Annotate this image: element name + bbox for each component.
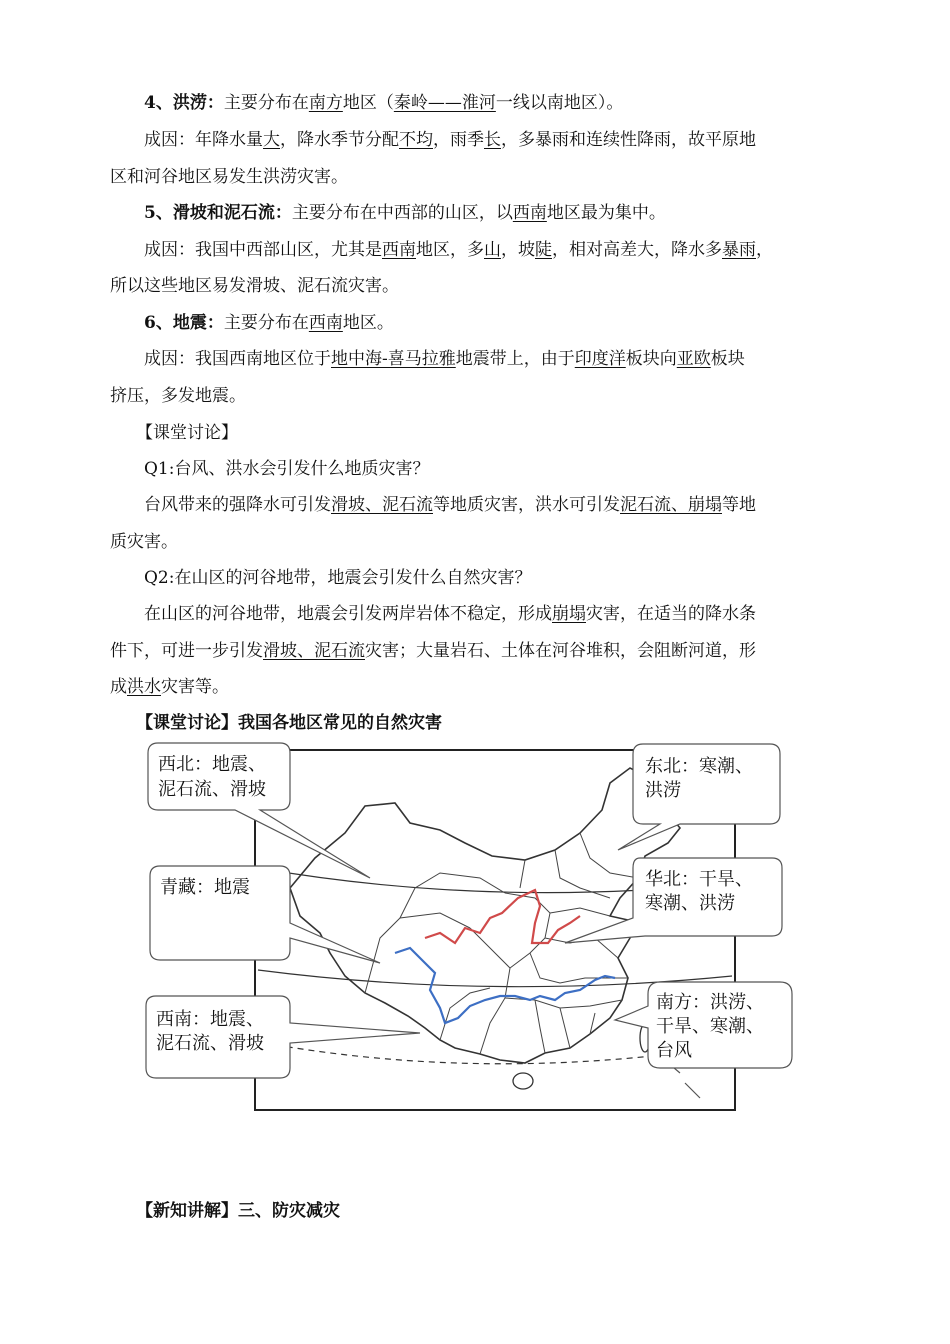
text: 台风带来的强降水可引发 xyxy=(144,495,331,515)
answer-2-line1 xyxy=(144,601,756,627)
text: 一线以南地区）。 xyxy=(495,93,624,113)
china-disaster-map xyxy=(140,738,800,1123)
text: 地震带上，由于 xyxy=(455,349,575,369)
text: ， xyxy=(756,240,773,260)
answer-blank: 滑坡、泥石流 xyxy=(263,641,365,661)
text: 灾害等。 xyxy=(161,677,229,697)
text: 成因：我国中西部山区，尤其是 xyxy=(144,240,382,260)
text: 成因：年降水量 xyxy=(144,130,263,150)
answer-blank: 陡 xyxy=(535,240,552,260)
landslide-cause-line xyxy=(144,237,773,263)
text: 地区。 xyxy=(342,313,394,333)
callout-south-line2: 干旱、寒潮、 xyxy=(656,1016,764,1037)
answer-blank: 崩塌 xyxy=(552,604,586,624)
flood-head: 4、洪涝： xyxy=(144,93,224,113)
text: 地区（ xyxy=(342,93,394,113)
new-section-heading: 【新知讲解】三、防灾减灾 xyxy=(136,1201,340,1221)
text: 板块向 xyxy=(625,349,677,369)
callout-northwest-line1: 西北：地震、 xyxy=(158,754,266,775)
answer-blank: 印度洋 xyxy=(574,349,626,369)
answer-2-line3 xyxy=(110,674,229,700)
flood-heading-line xyxy=(144,90,623,116)
answer-blank: 亚欧 xyxy=(676,349,711,369)
text: 件下，可进一步引发 xyxy=(110,641,263,661)
text: 地区，多 xyxy=(416,240,484,260)
callout-southwest-line2: 泥石流、滑坡 xyxy=(156,1033,264,1054)
callout-northeast-line1: 东北：寒潮、 xyxy=(645,756,753,777)
answer-blank: 泥石流、崩塌 xyxy=(620,495,722,515)
text: 灾害；大量岩石、土体在河谷堆积，会阻断河道，形 xyxy=(365,641,756,661)
answer-blank: 西南 xyxy=(512,203,547,223)
callout-south-line3: 台风 xyxy=(656,1040,692,1061)
text: 主要分布在 xyxy=(223,93,309,113)
text: ，多暴雨和连续性降雨，故平原地 xyxy=(501,130,756,150)
text: ，降水季节分配 xyxy=(280,130,399,150)
answer-1-line2: 质灾害。 xyxy=(110,532,178,552)
callout-southwest-line1: 西南：地震、 xyxy=(156,1009,264,1030)
answer-2-line2 xyxy=(110,638,756,664)
discussion-heading: 【课堂讨论】 xyxy=(136,423,238,443)
answer-blank: 地中海-喜马拉雅 xyxy=(331,349,456,369)
answer-blank: 西南 xyxy=(382,240,416,260)
quake-heading-line xyxy=(144,310,394,336)
text: 主要分布在 xyxy=(223,313,309,333)
text: ，坡 xyxy=(501,240,535,260)
text: 地区最为集中。 xyxy=(546,203,666,223)
question-2: Q2:在山区的河谷地带，地震会引发什么自然灾害？ xyxy=(144,568,532,588)
callout-northwest-line2: 泥石流、滑坡 xyxy=(158,779,266,800)
map-svg xyxy=(140,738,800,1123)
flood-cause-line xyxy=(144,127,756,153)
landslide-heading-line xyxy=(144,200,666,226)
callout-north-line1: 华北：干旱、 xyxy=(645,869,753,890)
text: 灾害，在适当的降水条 xyxy=(586,604,756,624)
quake-head: 6、地震： xyxy=(144,313,224,333)
callout-qingzang-line1: 青藏：地震 xyxy=(160,877,250,898)
answer-blank: 长 xyxy=(484,130,501,150)
text: 等地 xyxy=(722,495,756,515)
text: 成 xyxy=(110,677,127,697)
text: 板块 xyxy=(710,349,745,369)
callout-northeast-line2: 洪涝 xyxy=(645,780,681,801)
quake-cause-line2: 挤压，多发地震。 xyxy=(110,386,246,406)
text: ，雨季 xyxy=(433,130,484,150)
answer-blank: 滑坡、泥石流 xyxy=(331,495,433,515)
answer-blank: 不均 xyxy=(399,130,433,150)
question-1: Q1:台风、洪水会引发什么地质灾害？ xyxy=(144,459,430,479)
text: 在山区的河谷地带，地震会引发两岸岩体不稳定，形成 xyxy=(144,604,552,624)
quake-cause-line xyxy=(144,346,745,372)
answer-blank: 南方 xyxy=(308,93,343,113)
text: 主要分布在中西部的山区，以 xyxy=(291,203,513,223)
discussion-map-heading: 【课堂讨论】我国各地区常见的自然灾害 xyxy=(136,713,442,733)
answer-blank: 秦岭——淮河 xyxy=(393,93,496,113)
text: ，相对高差大，降水多 xyxy=(552,240,722,260)
answer-blank: 洪水 xyxy=(127,677,161,697)
answer-blank: 大 xyxy=(263,130,280,150)
text: 成因：我国西南地区位于 xyxy=(144,349,331,369)
answer-blank: 西南 xyxy=(308,313,343,333)
text: 等地质灾害，洪水可引发 xyxy=(433,495,620,515)
landslide-cause-line2: 所以这些地区易发滑坡、泥石流灾害。 xyxy=(110,276,399,296)
callout-south-line1: 南方：洪涝、 xyxy=(656,992,764,1013)
callout-north-line2: 寒潮、洪涝 xyxy=(645,893,735,914)
answer-1-line1 xyxy=(144,492,756,518)
answer-blank: 山 xyxy=(484,240,501,260)
flood-cause-line2: 区和河谷地区易发生洪涝灾害。 xyxy=(110,167,348,187)
landslide-head: 5、滑坡和泥石流： xyxy=(144,203,292,223)
answer-blank: 暴雨 xyxy=(722,240,756,260)
